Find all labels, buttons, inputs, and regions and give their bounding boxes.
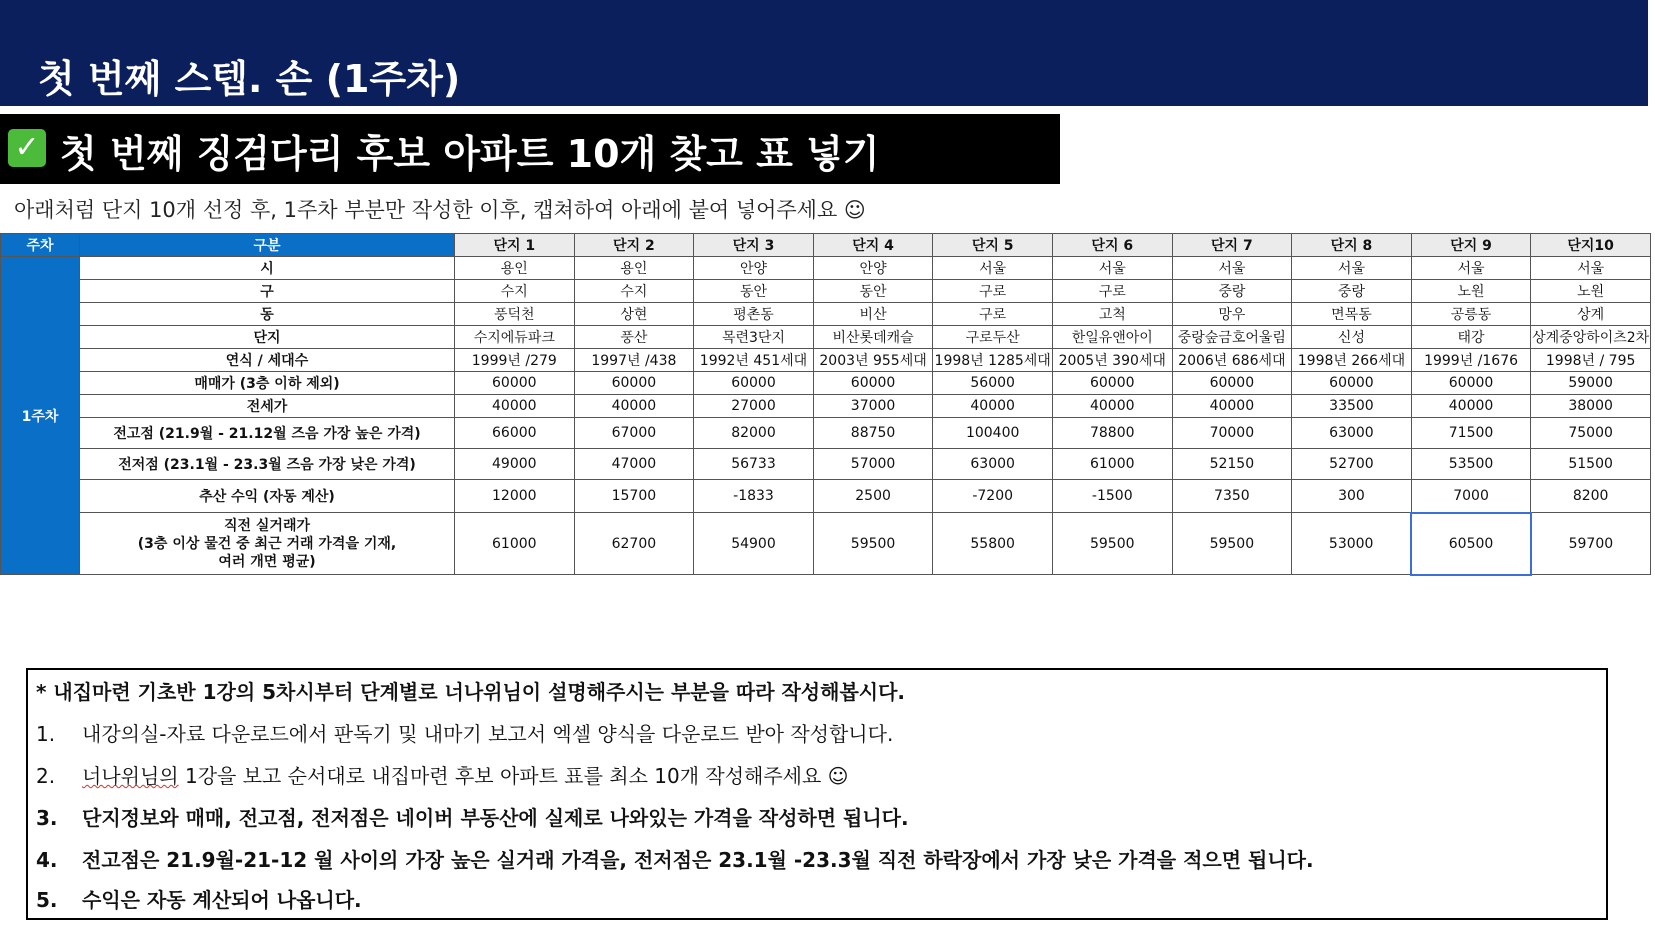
note-text: 내강의실-자료 다운로드에서 판독기 및 내마기 보고서 엑셀 양식을 다운로드 받아 작성합니다. — [82, 722, 894, 746]
table-cell[interactable]: 66000 — [455, 418, 575, 449]
table-cell[interactable]: 59000 — [1531, 372, 1651, 395]
table-cell[interactable]: 55800 — [933, 513, 1053, 575]
table-cell[interactable]: 82000 — [694, 418, 814, 449]
table-cell[interactable]: 61000 — [1052, 449, 1172, 480]
table-cell[interactable]: 2005년 390세대 — [1052, 349, 1172, 372]
table-row — [1, 280, 1651, 303]
table-cell[interactable]: 2003년 955세대 — [813, 349, 933, 372]
table-cell[interactable]: 평촌동 — [694, 303, 814, 326]
table-cell[interactable]: 59500 — [1052, 513, 1172, 575]
table-cell[interactable]: 고척 — [1052, 303, 1172, 326]
page-title: 첫 번째 스텝. 손 (1주차) — [38, 57, 461, 101]
table-cell[interactable]: 2006년 686세대 — [1172, 349, 1292, 372]
table-cell[interactable]: 62700 — [574, 513, 694, 575]
column-header: 단지 6 — [1052, 234, 1172, 257]
table-cell[interactable]: 태강 — [1411, 326, 1531, 349]
table-cell[interactable]: 1998년 / 795 — [1531, 349, 1651, 372]
table-cell[interactable]: 60000 — [1172, 372, 1292, 395]
table-row — [1, 480, 1651, 513]
table-cell[interactable]: 63000 — [933, 449, 1053, 480]
table-cell[interactable]: 12000 — [455, 480, 575, 513]
column-header: 단지 4 — [813, 234, 933, 257]
table-cell[interactable]: 1997년 /438 — [574, 349, 694, 372]
notes-heading: * 내집마련 기초반 1강의 5차시부터 단계별로 너나위님이 설명해주시는 부분을 따라 작성해봅시다. — [36, 680, 905, 704]
table-cell[interactable]: 안양 — [694, 257, 814, 280]
table-cell[interactable]: 37000 — [813, 395, 933, 418]
row-label: 전고점 (21.9월 - 21.12월 즈음 가장 높은 가격) — [80, 418, 455, 449]
table-cell[interactable]: 노원 — [1531, 280, 1651, 303]
row-label: 구 — [80, 280, 455, 303]
table-cell[interactable]: 100400 — [933, 418, 1053, 449]
table-cell[interactable]: 60000 — [1052, 372, 1172, 395]
table-cell[interactable]: 공릉동 — [1411, 303, 1531, 326]
note-item — [36, 844, 1314, 873]
table-cell[interactable]: 망우 — [1172, 303, 1292, 326]
table-cell[interactable]: 상계중앙하이츠2차 — [1531, 326, 1651, 349]
row-label: 연식 / 세대수 — [80, 349, 455, 372]
table-cell[interactable]: 40000 — [1052, 395, 1172, 418]
note-number: 5. — [36, 888, 58, 912]
table-cell[interactable]: 8200 — [1531, 480, 1651, 513]
table-cell[interactable]: 56000 — [933, 372, 1053, 395]
table-cell[interactable]: 53500 — [1411, 449, 1531, 480]
category-header: 구분 — [80, 234, 455, 257]
table-cell[interactable]: 49000 — [455, 449, 575, 480]
row-label: 매매가 (3층 이하 제외) — [80, 372, 455, 395]
table-cell[interactable]: 중랑 — [1292, 280, 1412, 303]
table-cell[interactable]: 88750 — [813, 418, 933, 449]
table-cell[interactable]: 47000 — [574, 449, 694, 480]
row-label: 전저점 (23.1월 - 23.3월 즈음 가장 낮은 가격) — [80, 449, 455, 480]
table-cell[interactable]: 59500 — [1172, 513, 1292, 575]
table-cell[interactable]: 40000 — [574, 395, 694, 418]
table-cell[interactable]: 서울 — [1531, 257, 1651, 280]
table-cell[interactable]: 27000 — [694, 395, 814, 418]
table-cell[interactable]: 비산롯데캐슬 — [813, 326, 933, 349]
table-cell[interactable]: 안양 — [813, 257, 933, 280]
table-cell[interactable]: 52700 — [1292, 449, 1412, 480]
table-cell[interactable]: 59700 — [1531, 513, 1651, 575]
table-row — [1, 513, 1651, 575]
row-label: 단지 — [80, 326, 455, 349]
week-label: 1주차 — [1, 257, 80, 575]
table-cell[interactable]: 60000 — [813, 372, 933, 395]
table-cell[interactable]: 수지 — [574, 280, 694, 303]
selected-cell[interactable]: 60500 — [1411, 513, 1531, 575]
note-text: 단지정보와 매매, 전고점, 전저점은 네이버 부동산에 실제로 나와있는 가격을 작성하면 됩니다. — [82, 806, 909, 830]
note-number: 2. — [36, 764, 56, 788]
table-cell[interactable]: 56733 — [694, 449, 814, 480]
table-row — [1, 395, 1651, 418]
table-cell[interactable]: 노원 — [1411, 280, 1531, 303]
table-cell[interactable]: 15700 — [574, 480, 694, 513]
table-row — [1, 257, 1651, 280]
table-cell[interactable]: 용인 — [455, 257, 575, 280]
table-cell[interactable]: 구로 — [933, 280, 1053, 303]
table-cell[interactable]: 서울 — [1052, 257, 1172, 280]
table-row — [1, 326, 1651, 349]
note-text: 1강을 보고 순서대로 내집마련 후보 아파트 표를 최소 10개 작성해주세요 ☺ — [178, 764, 849, 788]
table-cell[interactable]: 40000 — [455, 395, 575, 418]
column-header: 단지10 — [1531, 234, 1651, 257]
note-item — [36, 760, 849, 789]
table-row — [1, 449, 1651, 480]
column-header: 단지 7 — [1172, 234, 1292, 257]
note-number: 4. — [36, 848, 58, 872]
note-text: 수익은 자동 계산되어 나옵니다. — [82, 888, 362, 912]
table-row — [1, 418, 1651, 449]
table-cell[interactable]: 서울 — [1172, 257, 1292, 280]
table-cell[interactable]: 53000 — [1292, 513, 1412, 575]
row-label: 동 — [80, 303, 455, 326]
table-cell[interactable]: -1500 — [1052, 480, 1172, 513]
table-cell[interactable]: 풍산 — [574, 326, 694, 349]
intro-text: 아래처럼 단지 10개 선정 후, 1주차 부분만 작성한 이후, 캡쳐하여 아래에 붙여 넣어주세요 ☺ — [14, 198, 866, 222]
column-header: 단지 3 — [694, 234, 814, 257]
table-cell[interactable]: 구로 — [933, 303, 1053, 326]
table-cell[interactable]: 38000 — [1531, 395, 1651, 418]
table-cell[interactable]: 60000 — [1411, 372, 1531, 395]
week-header: 주차 — [1, 234, 80, 257]
table-cell[interactable]: 57000 — [813, 449, 933, 480]
table-cell[interactable]: 서울 — [1411, 257, 1531, 280]
table-cell[interactable]: 60000 — [455, 372, 575, 395]
table-cell[interactable]: 1999년 /279 — [455, 349, 575, 372]
column-header: 단지 2 — [574, 234, 694, 257]
column-header: 단지 9 — [1411, 234, 1531, 257]
table-cell[interactable]: 서울 — [933, 257, 1053, 280]
table-cell[interactable]: 67000 — [574, 418, 694, 449]
row-label: 추산 수익 (자동 계산) — [80, 480, 455, 513]
table-cell[interactable]: 신성 — [1292, 326, 1412, 349]
table-cell[interactable]: 서울 — [1292, 257, 1412, 280]
table-cell[interactable]: 60000 — [1292, 372, 1412, 395]
table-cell[interactable]: -7200 — [933, 480, 1053, 513]
note-number: 3. — [36, 806, 58, 830]
note-item — [36, 802, 909, 831]
table-cell[interactable]: 동안 — [813, 280, 933, 303]
row-label — [80, 513, 455, 575]
table-row — [1, 372, 1651, 395]
table-cell[interactable]: 54900 — [694, 513, 814, 575]
table-cell[interactable]: 70000 — [1172, 418, 1292, 449]
note-text: 전고점은 21.9월-21-12 월 사이의 가장 높은 실거래 가격을, 전저점은 23.1월 -23.3월 직전 하락장에서 가장 낮은 가격을 적으면 됩니다. — [82, 848, 1314, 872]
table-cell[interactable]: 59500 — [813, 513, 933, 575]
table-cell[interactable]: 1998년 266세대 — [1292, 349, 1412, 372]
table-cell[interactable]: 중랑 — [1172, 280, 1292, 303]
table-cell[interactable]: -1833 — [694, 480, 814, 513]
table-cell[interactable]: 1992년 451세대 — [694, 349, 814, 372]
table-cell[interactable]: 면목동 — [1292, 303, 1412, 326]
table-cell[interactable]: 풍덕천 — [455, 303, 575, 326]
row-label-line: 여러 개면 평균) — [218, 553, 316, 570]
banner-title: 첫 번째 징검다리 후보 아파트 10개 찾고 표 넣기 — [60, 132, 880, 176]
table-cell[interactable]: 40000 — [933, 395, 1053, 418]
table-cell[interactable]: 7000 — [1411, 480, 1531, 513]
table-cell[interactable]: 33500 — [1292, 395, 1412, 418]
table-cell[interactable]: 수지에듀파크 — [455, 326, 575, 349]
row-label: 전세가 — [80, 395, 455, 418]
table-row — [1, 303, 1651, 326]
table-cell[interactable]: 중랑숲금호어울림 — [1172, 326, 1292, 349]
table-cell[interactable]: 상계 — [1531, 303, 1651, 326]
table-cell[interactable]: 52150 — [1172, 449, 1292, 480]
table-cell[interactable]: 300 — [1292, 480, 1412, 513]
notes-box — [26, 668, 1608, 920]
table-cell[interactable]: 60000 — [574, 372, 694, 395]
column-header: 단지 1 — [455, 234, 575, 257]
table-cell[interactable]: 한일유앤아이 — [1052, 326, 1172, 349]
table-row — [1, 349, 1651, 372]
table-cell[interactable]: 78800 — [1052, 418, 1172, 449]
table-cell[interactable]: 40000 — [1411, 395, 1531, 418]
note-item — [36, 718, 893, 747]
table-cell[interactable]: 1999년 /1676 — [1411, 349, 1531, 372]
table-cell[interactable]: 구로 — [1052, 280, 1172, 303]
column-header: 단지 8 — [1292, 234, 1412, 257]
table-cell[interactable]: 수지 — [455, 280, 575, 303]
table-cell[interactable]: 71500 — [1411, 418, 1531, 449]
table-cell[interactable]: 7350 — [1172, 480, 1292, 513]
table-cell[interactable]: 용인 — [574, 257, 694, 280]
row-label: 시 — [80, 257, 455, 280]
row-label-line: (3층 이상 물건 중 최근 거래 가격을 기재, — [137, 535, 397, 552]
table-cell[interactable]: 구로두산 — [933, 326, 1053, 349]
table-cell[interactable]: 비산 — [813, 303, 933, 326]
table-cell[interactable]: 40000 — [1172, 395, 1292, 418]
table-cell[interactable]: 75000 — [1531, 418, 1651, 449]
spellcheck-word: 너나위님의 — [82, 764, 179, 788]
table-cell[interactable]: 61000 — [455, 513, 575, 575]
table-cell[interactable]: 1998년 1285세대 — [933, 349, 1053, 372]
check-mark-icon: ✓ — [8, 129, 46, 167]
table-cell[interactable]: 상현 — [574, 303, 694, 326]
table-cell[interactable]: 51500 — [1531, 449, 1651, 480]
apartment-table — [0, 233, 1651, 576]
note-item — [36, 884, 362, 913]
note-number: 1. — [36, 722, 56, 746]
table-cell[interactable]: 63000 — [1292, 418, 1412, 449]
table-cell[interactable]: 목련3단지 — [694, 326, 814, 349]
table-cell[interactable]: 2500 — [813, 480, 933, 513]
row-label-line: 직전 실거래가 — [223, 517, 311, 534]
table-cell[interactable]: 60000 — [694, 372, 814, 395]
column-header: 단지 5 — [933, 234, 1053, 257]
table-cell[interactable]: 동안 — [694, 280, 814, 303]
header-row — [1, 234, 1651, 257]
